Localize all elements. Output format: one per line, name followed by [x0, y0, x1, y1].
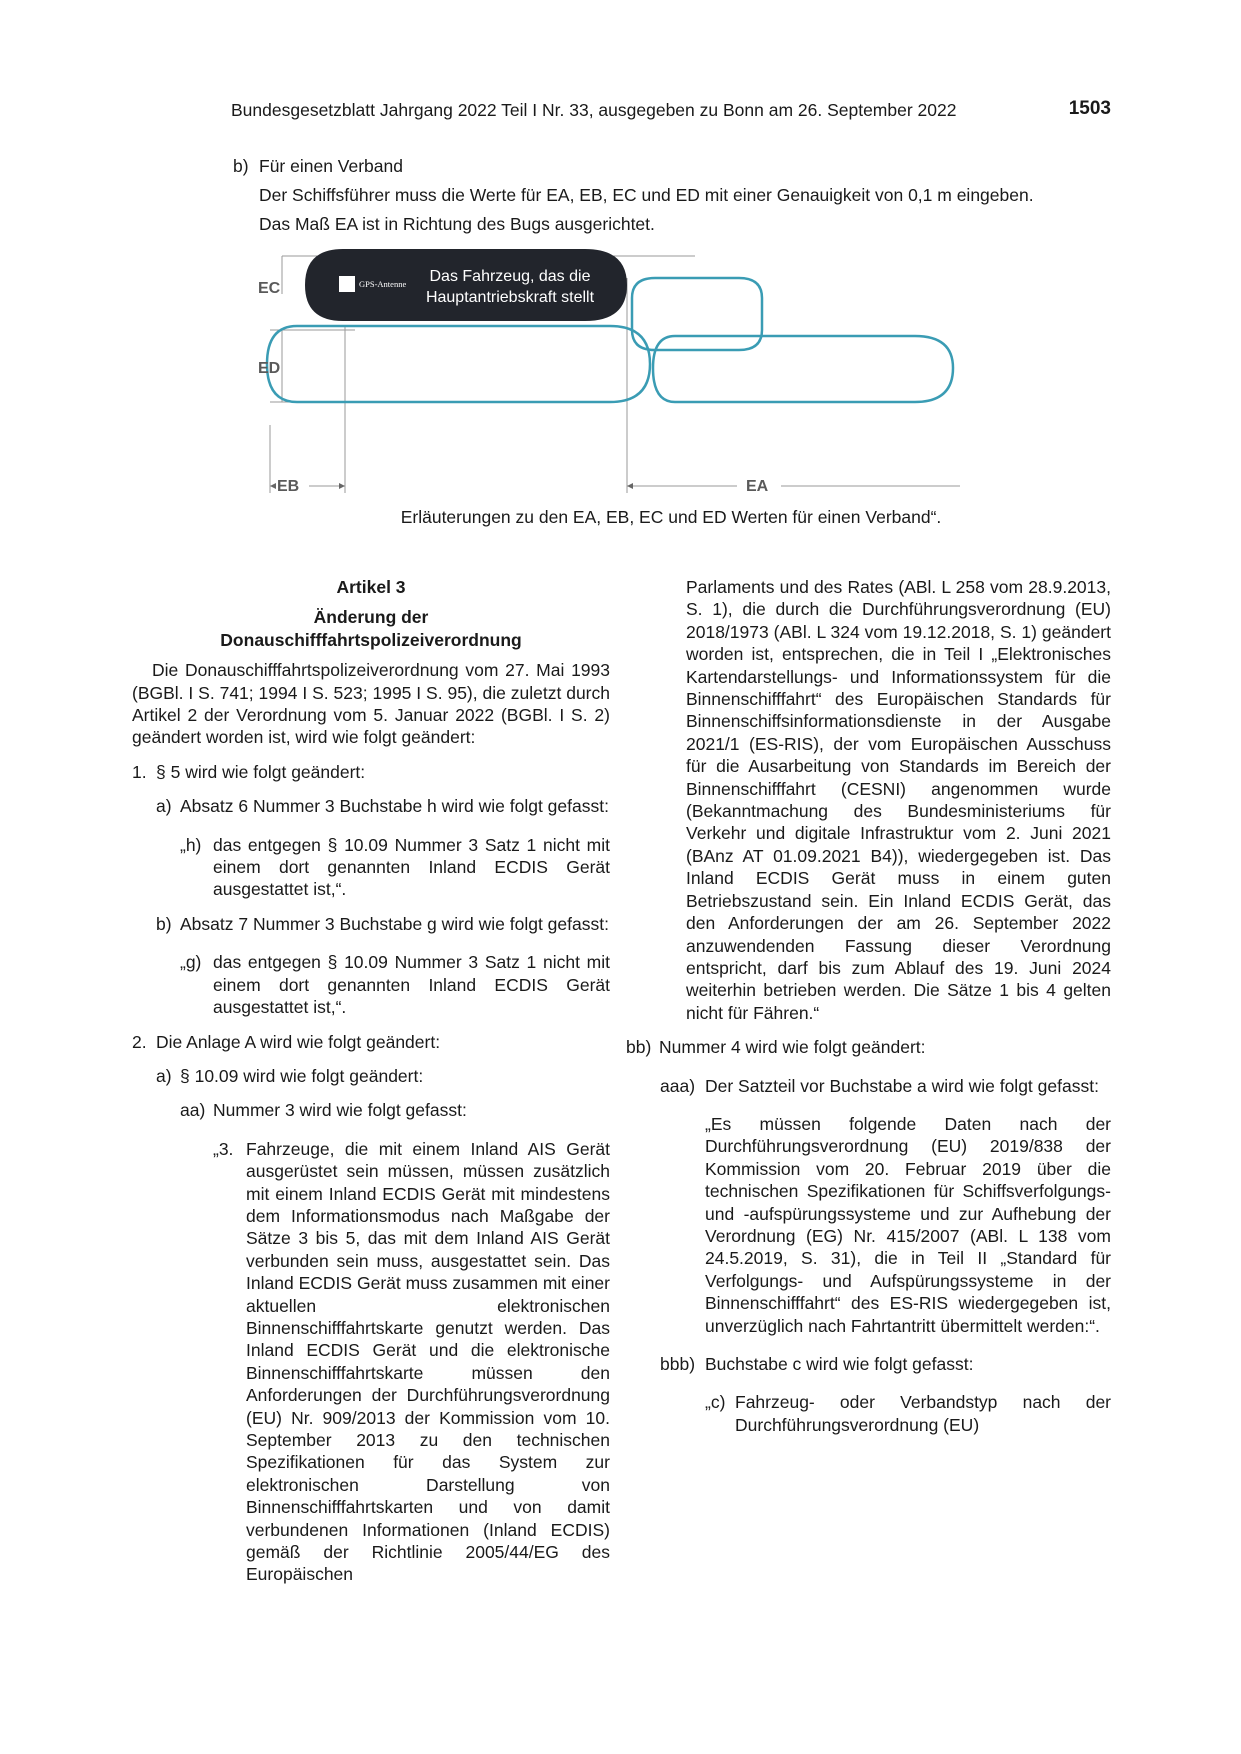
- list-item: [660, 1075, 1111, 1097]
- right-column: [626, 576, 1111, 1436]
- intro-line-1: Der Schiffsführer muss die Werte für EA, EB, EC und ED mit einer Genauigkeit von 0,1 m eingeben.: [259, 185, 1034, 205]
- item-text: Buchstabe c wird wie folgt gefasst:: [705, 1354, 974, 1374]
- list-item: [132, 1031, 610, 1053]
- item-text: § 10.09 wird wie folgt geändert:: [180, 1065, 424, 1086]
- label-ec: EC: [258, 280, 281, 297]
- list-item: [132, 1099, 610, 1121]
- item-number: bbb): [660, 1354, 696, 1374]
- continued-paragraph: Parlaments und des Rates (ABl. L 258 vom 28.9.2013, S. 1), die durch die Durchführungsverordnung (EU) 2018/1973 (ABl. L 324 vom 19.12.2018, S. 1) geändert worden ist, entsprechen, die in Teil I „Elektronisches Kartendarstellungs- und Informationssystem für die Binnenschifffahrt“ des Europäischen Standards für Binnenschiffsinformationsdienste in der Ausgabe 2021/1 (ES-RIS), der vom Europäischen Ausschuss für die Ausarbeitung von Standards im Bereich der Binnenschifffahrt (CESNI) angenommen wurde (Bekanntmachung des Bundesministeriums für Verkehr und digitale Infrastruktur vom 2. Juni 2021 (BAnz AT 01.09.2021 B4)), wiedergegeben ist. Das Inland ECDIS Gerät muss in einem guten Betriebszustand sein. Ein Inland ECDIS Gerät, das den Anforderungen der am 26. September 2022 anzuwendenden Fassung dieser Verordnung entspricht, darf bis zum Ablauf des 19. Juni 2024 weiterhin betrieben werden. Die Sätze 1 bis 4 gelten nicht für Fähren.“: [686, 577, 1111, 1023]
- list-item: [626, 1036, 1111, 1058]
- item-text: Fahrzeug- oder Verbandstyp nach der Durchführungsverordnung (EU): [735, 1392, 1111, 1435]
- article-subtitle-line-2: Donauschifffahrtspolizeiverordnung: [220, 629, 522, 650]
- item-number: bb): [626, 1037, 652, 1058]
- item-number: a): [156, 796, 172, 817]
- item-number: „g): [180, 952, 202, 973]
- list-item: [132, 761, 610, 783]
- intro-label: b): [233, 156, 249, 176]
- figure-caption: Erläuterungen zu den EA, EB, EC und ED Werten für einen Verband“.: [400, 507, 942, 527]
- barge-left: [267, 326, 650, 402]
- item-text: Fahrzeuge, die mit einem Inland AIS Gerät ausgerüstet sein müssen, müssen zusätzlich mit einem Inland ECDIS Gerät mit mindestens dem Informationsmodus nach Maßgabe der Sätze 3 bis 5, das mit dem Inland AIS Gerät verbunden sein muss, ausgestattet sein. Das Inland ECDIS Gerät muss zusammen mit einer aktuellen elektronischen Binnenschifffahrtskarte genutzt werden. Das Inland ECDIS Gerät und die elektronische Binnenschifffahrtskarte müssen den Anforderungen der Durchführungsverordnung (EU) Nr. 909/2013 der Kommission vom 10. September 2013 zu den technischen Spezifikationen für das System zur elektronischen Darstellung von Binnenschifffahrtskarten und von damit verbundenen Informationen (Inland ECDIS) gemäß der Richtlinie 2005/44/EG des Europäischen: [246, 1138, 610, 1585]
- article-subtitle: [132, 606, 610, 651]
- item-text: Die Anlage A wird wie folgt geändert:: [156, 1031, 441, 1052]
- list-item: [132, 1065, 610, 1087]
- intro-paragraph: Die Donauschifffahrtspolizeiverordnung vom 27. Mai 1993 (BGBl. I S. 741; 1994 I S. 523; 1995 I S. 95), die zuletzt durch Artikel 2 der Verordnung vom 5. Januar 2022 (BGBl. I S. 2) geändert worden ist, wird wie folgt geändert:: [132, 660, 610, 748]
- ea-arrow-left: [627, 483, 633, 489]
- list-item: [705, 1391, 1111, 1436]
- barge-right: [653, 336, 953, 402]
- item-text: § 5 wird wie folgt geändert:: [156, 761, 366, 782]
- page-number: 1503: [1068, 98, 1111, 119]
- item-number: 1.: [132, 761, 147, 782]
- item-number: „3.: [213, 1138, 234, 1159]
- running-title: Bundesgesetzblatt Jahrgang 2022 Teil I Nr. 33, ausgegeben zu Bonn am 26. September 2022: [231, 100, 957, 120]
- item-number: a): [156, 1065, 172, 1086]
- item-text: Der Satzteil vor Buchstabe a wird wie folgt gefasst:: [705, 1075, 1099, 1096]
- list-item: [132, 913, 610, 935]
- item-text: Nummer 3 wird wie folgt gefasst:: [213, 1100, 467, 1121]
- label-ed: ED: [258, 360, 281, 377]
- item-text: das entgegen § 10.09 Nummer 3 Satz 1 nicht mit einem dort genannten Inland ECDIS Gerät ausgestattet ist,“.: [213, 952, 610, 1018]
- item-number: „h): [180, 834, 202, 855]
- item-number: aa): [180, 1100, 206, 1121]
- eb-arrow-left: [270, 483, 276, 489]
- left-column: [132, 576, 610, 1586]
- article-title: Artikel 3: [336, 577, 406, 597]
- item-number: „c): [705, 1392, 726, 1413]
- list-item: [660, 1353, 1111, 1375]
- item-number: b): [156, 913, 172, 934]
- item-number: 2.: [132, 1031, 147, 1052]
- item-number: aaa): [660, 1075, 696, 1096]
- label-eb: EB: [277, 478, 300, 495]
- list-item: [132, 951, 610, 1018]
- label-ea: EA: [746, 478, 769, 495]
- item-text: Nummer 4 wird wie folgt geändert:: [659, 1037, 926, 1058]
- intro-heading: Für einen Verband: [259, 156, 403, 176]
- intro-section: [233, 152, 1113, 239]
- article-subtitle-line-1: Änderung der: [313, 607, 429, 628]
- gps-antenna-label: GPS-Antenne: [359, 279, 407, 289]
- list-item: [132, 1138, 610, 1586]
- item-text: Absatz 7 Nummer 3 Buchstabe g wird wie folgt gefasst:: [180, 913, 609, 934]
- eb-arrow-right: [339, 483, 345, 489]
- item-text: das entgegen § 10.09 Nummer 3 Satz 1 nicht mit einem dort genannten Inland ECDIS Gerät ausgestattet ist,“.: [213, 834, 610, 900]
- vessel-label-line-2: Hauptantriebskraft stellt: [425, 289, 595, 306]
- vessel-label-line-1: Das Fahrzeug, das die: [429, 268, 591, 285]
- running-header: [231, 100, 1111, 121]
- item-text: Absatz 6 Nummer 3 Buchstabe h wird wie folgt gefasst:: [180, 796, 609, 817]
- convoy-diagram: [255, 248, 1075, 500]
- intro-line-2: Das Maß EA ist in Richtung des Bugs ausgerichtet.: [259, 214, 655, 234]
- gps-antenna-marker: [339, 276, 355, 292]
- barge-front: [632, 278, 762, 350]
- list-item: [132, 834, 610, 901]
- quoted-paragraph: „Es müssen folgende Daten nach der Durchführungsverordnung (EU) 2019/838 der Kommission vom 20. Februar 2019 über die technischen Spezifikationen für Schiffsverfolgungs- und -aufspürungssysteme und zur Aufhebung der Verordnung (EG) Nr. 415/2007 (ABl. L 138 vom 24.5.2019, S. 31), die in Teil II „Standard für Verfolgungs- und Aufspürungssysteme in der Binnenschifffahrt“ des ES-RIS wiedergegeben ist, unverzüglich nach Fahrtantritt übermittelt werden:“.: [705, 1113, 1111, 1336]
- list-item: [132, 795, 610, 817]
